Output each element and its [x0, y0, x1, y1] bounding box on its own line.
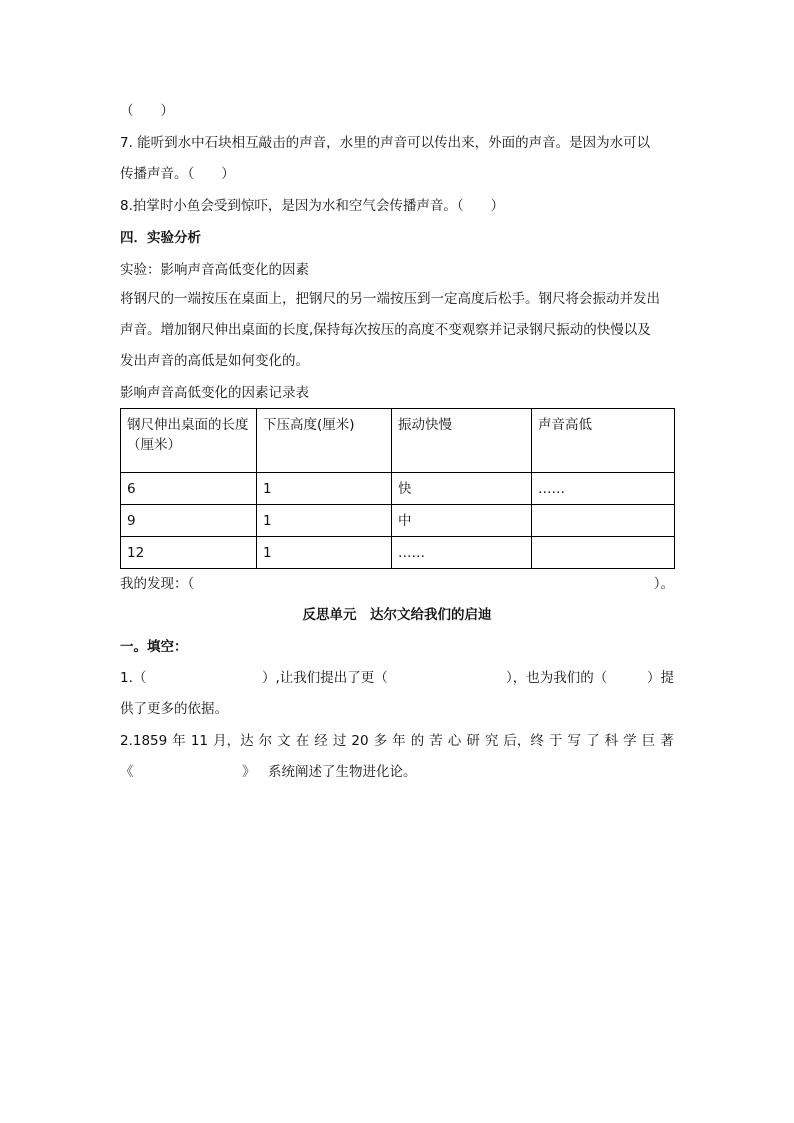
q2-token: 年: [392, 733, 406, 749]
q2-token: 月，达: [213, 733, 254, 749]
q2-token: 究: [484, 733, 499, 749]
q2-line-2-text: 系统阐述了生物进化论。: [268, 764, 417, 780]
q2-token: 巨: [641, 733, 656, 749]
q2-token: 尔: [258, 733, 273, 749]
table-cell: 快: [392, 473, 532, 505]
q2-token: 科: [604, 733, 619, 749]
finding-line: [120, 574, 674, 594]
finding-label: 我的发现：（: [120, 576, 195, 592]
fill-blank-q1-line-2: 供了更多的依据。: [120, 701, 228, 717]
q2-token: 苦: [429, 733, 443, 749]
q2-token: 11: [190, 733, 209, 749]
experiment-paragraph-line-3: 发出声音的高低是如何变化的。: [120, 353, 309, 369]
q2-token: 了: [586, 733, 600, 749]
q2-token: 文: [277, 733, 291, 749]
section-4-heading: 四．实验分析: [120, 230, 201, 246]
table-row: [121, 537, 675, 569]
q2-token: 经: [314, 733, 328, 749]
experiment-paragraph-line-2: 声音。增加钢尺伸出桌面的长度,保持每次按压的高度不变观察并记录钢尺振动的快慢以及: [120, 322, 651, 338]
q2-token: 在: [295, 733, 310, 749]
reflection-unit-title: 反思单元 达尔文给我们的启迪: [302, 607, 492, 623]
q2-token: 的: [410, 733, 425, 749]
q2-token: 过: [332, 733, 347, 749]
experiment-title: 实验：影响声音高低变化的因素: [120, 262, 309, 278]
q1-segment: ）提: [647, 670, 674, 686]
table-cell: 9: [121, 505, 257, 537]
q2-token: 20: [351, 733, 369, 749]
table-caption: 影响声音高低变化的因素记录表: [120, 385, 309, 401]
q2-token: 写: [567, 733, 582, 749]
table-row: [121, 505, 675, 537]
finding-close: ）。: [653, 576, 674, 592]
table-cell: [532, 505, 675, 537]
q2-token: 年: [172, 733, 186, 749]
q2-token: 后，终: [503, 733, 544, 749]
question-7-line-1: 7. 能听到水中石块相互敲击的声音，水里的声音可以传出来，外面的声音。是因为水可以: [120, 135, 651, 151]
table-cell: [532, 537, 675, 569]
record-table: [120, 408, 675, 569]
table-header-row: [121, 409, 675, 473]
table-cell: 中: [392, 505, 532, 537]
q2-token: 学: [623, 733, 637, 749]
q2-token: 著: [660, 733, 674, 749]
experiment-paragraph-line-1: 将钢尺的一端按压在桌面上，把钢尺的另一端按压到一定高度后松手。钢尺将会振动并发出: [120, 291, 660, 307]
fill-blank-heading: 一。填空：: [120, 639, 188, 655]
q1-segment: 1.（: [120, 670, 147, 686]
table-header-cell: 声音高低: [532, 409, 675, 473]
table-row: [121, 473, 675, 505]
table-cell: 6: [121, 473, 257, 505]
table-cell: 1: [257, 473, 392, 505]
fill-blank-q2-line-1: [120, 731, 674, 751]
q2-token: 多: [373, 733, 388, 749]
book-title-close-mark: 》: [242, 764, 256, 780]
q2-token: 心: [447, 733, 462, 749]
book-title-open-mark: 《: [120, 764, 134, 780]
q1-segment: ），也为我们的（: [506, 670, 608, 686]
table-header-cell: 钢尺伸出桌面的长度（厘米）: [121, 409, 257, 473]
q1-segment: ）,让我们提出了更（: [262, 670, 388, 686]
q2-token: 研: [466, 733, 480, 749]
table-cell: ……: [392, 537, 532, 569]
q2-token: 于: [548, 733, 563, 749]
question-7-line-2: 传播声音。（ ）: [120, 166, 235, 182]
q2-token: 2.1859: [120, 733, 168, 749]
table-cell: 1: [257, 505, 392, 537]
table-cell: 1: [257, 537, 392, 569]
answer-paren: （ ）: [120, 103, 174, 119]
question-8: 8.拍掌时小鱼会受到惊吓，是因为水和空气会传播声音。（ ）: [120, 198, 505, 214]
table-header-cell: 下压高度(厘米): [257, 409, 392, 473]
table-cell: 12: [121, 537, 257, 569]
table-cell: ……: [532, 473, 675, 505]
table-header-cell: 振动快慢: [392, 409, 532, 473]
